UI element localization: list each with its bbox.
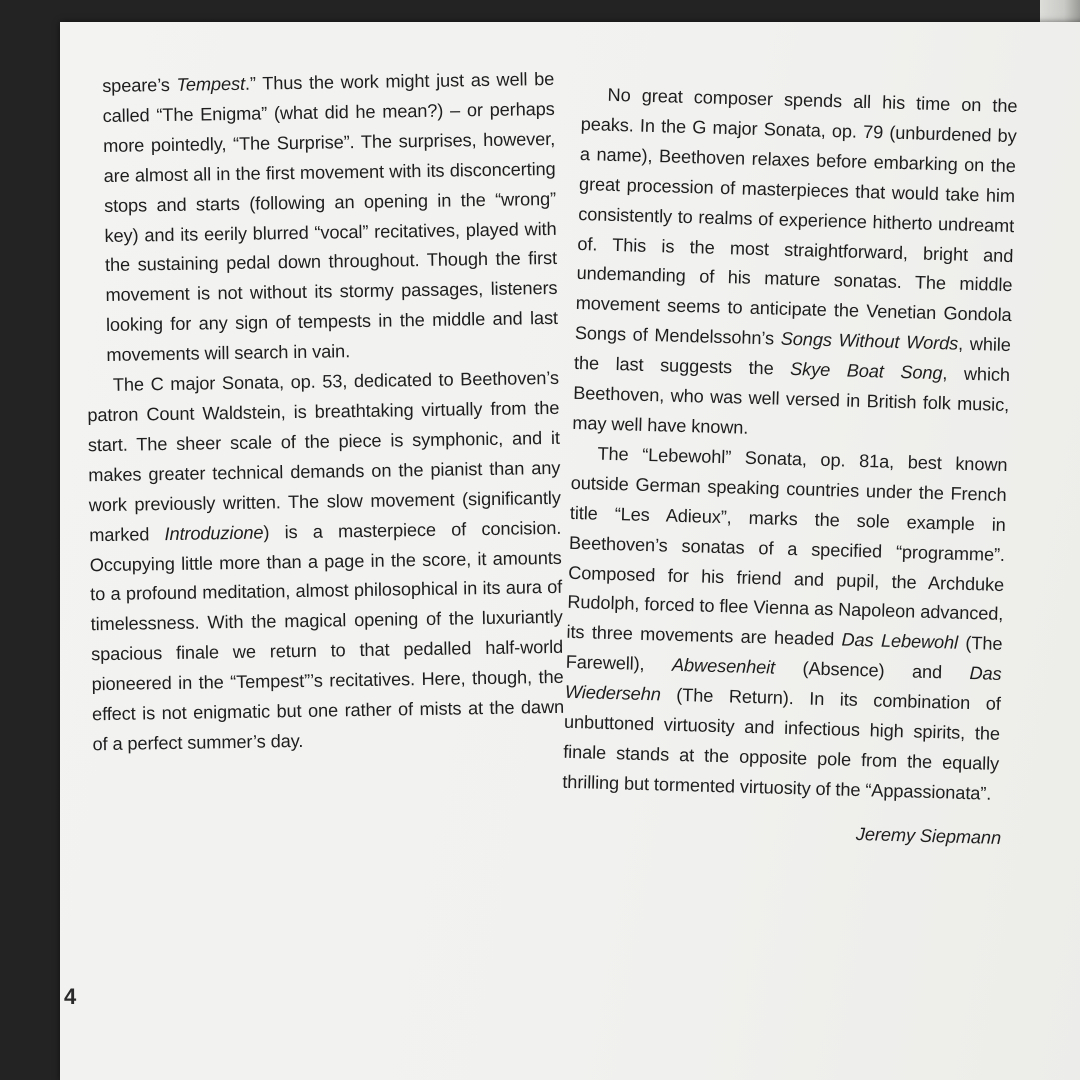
text-run: , which Beethoven, who was well versed in British folk music, may well have known. — [572, 363, 1011, 438]
italic-title: Introduzione — [164, 522, 264, 544]
right-paragraph-2 — [562, 439, 1008, 810]
italic-title: Abwesenheit — [671, 654, 776, 678]
text-run: The C major Sonata, op. 53, dedicated to Beethoven’s patron Count Waldstein, is breathtaking virtually from the start. The sheer scale of the piece is symphonic, and it makes greater technical demands on the pianist than any work previously written. The slow movement (significantly marked — [87, 367, 561, 545]
italic-title: Das Lebewohl — [841, 629, 959, 654]
left-paragraph-2 — [87, 364, 565, 760]
page-number: 4 — [64, 984, 77, 1009]
italic-title: Skye Boat Song — [789, 359, 943, 384]
text-run: ) is a masterpiece of concision. Occupying little more than a page in the score, it amounts to a profound meditation, almost philosophical in its aura of timelessness. With the magical opening of the luxuriantly spacious finale we return to that pedalled half-world pioneered in the “Tempest”’s recitatives. Here, though, the effect is not enigmatic but one rather of mists at the dawn of a perfect summer’s day. — [89, 517, 565, 755]
text-run: speare’s — [102, 74, 177, 96]
italic-title: Tempest — [176, 73, 246, 95]
right-paragraph-1 — [572, 80, 1018, 451]
text-run: , while the last suggests the — [573, 333, 1012, 380]
text-run: (The Farewell), — [565, 633, 1003, 675]
italic-title: Songs Without Words — [780, 328, 959, 354]
text-run: (The Return). In its combination of unbuttoned virtuosity and infectious high spirits, the finale stands at the opposite pole from the equally thrilling but tormented virtuosity of the “Appassionata”. — [562, 684, 1002, 804]
text-run: No great composer spends all his time on the peaks. In the G major Sonata, op. 79 (unburdened by a name), Beethoven relaxes before embarking on the great procession of masterpieces that would take him consistently to realms of experience hitherto undreamt of. This is the most straightforward, bright and undemanding of his mature sonatas. The middle movement seems to anticipate the Venetian Gondola Songs of Mendelssohn’s — [574, 84, 1018, 349]
right-text-column — [561, 80, 1018, 854]
author-signature: Jeremy Siepmann — [855, 823, 1002, 848]
italic-title: Das Wiedersehn — [564, 663, 1002, 705]
text-run: .” Thus the work might just as well be called “The Enigma” (what did he mean?) – or perhaps more pointedly, “The Surprise”. The surprises, however, are almost all in the first movement with its disconcerting stops and starts (following an opening in the “wrong” key) and its eerily blurred “vocal” recitatives, played with the sustaining pedal down throughout. Though the first movement is not without its stormy passages, listeners looking for any sign of tempests in the middle and last movements will search in vain. — [102, 68, 559, 366]
text-run: (Absence) and — [774, 657, 970, 684]
left-text-column — [87, 65, 565, 760]
text-run: The “Lebewohl” Sonata, op. 81a, best known outside German speaking countries under the French title “Les Adieux”, marks the sole example in Beethoven’s sonatas of a specified “programme”. Composed for his friend and pupil, the Archduke Rudolph, forced to flee Vienna as Napoleon advanced, its three movements are headed — [566, 443, 1008, 650]
left-paragraph-1 — [102, 65, 559, 371]
